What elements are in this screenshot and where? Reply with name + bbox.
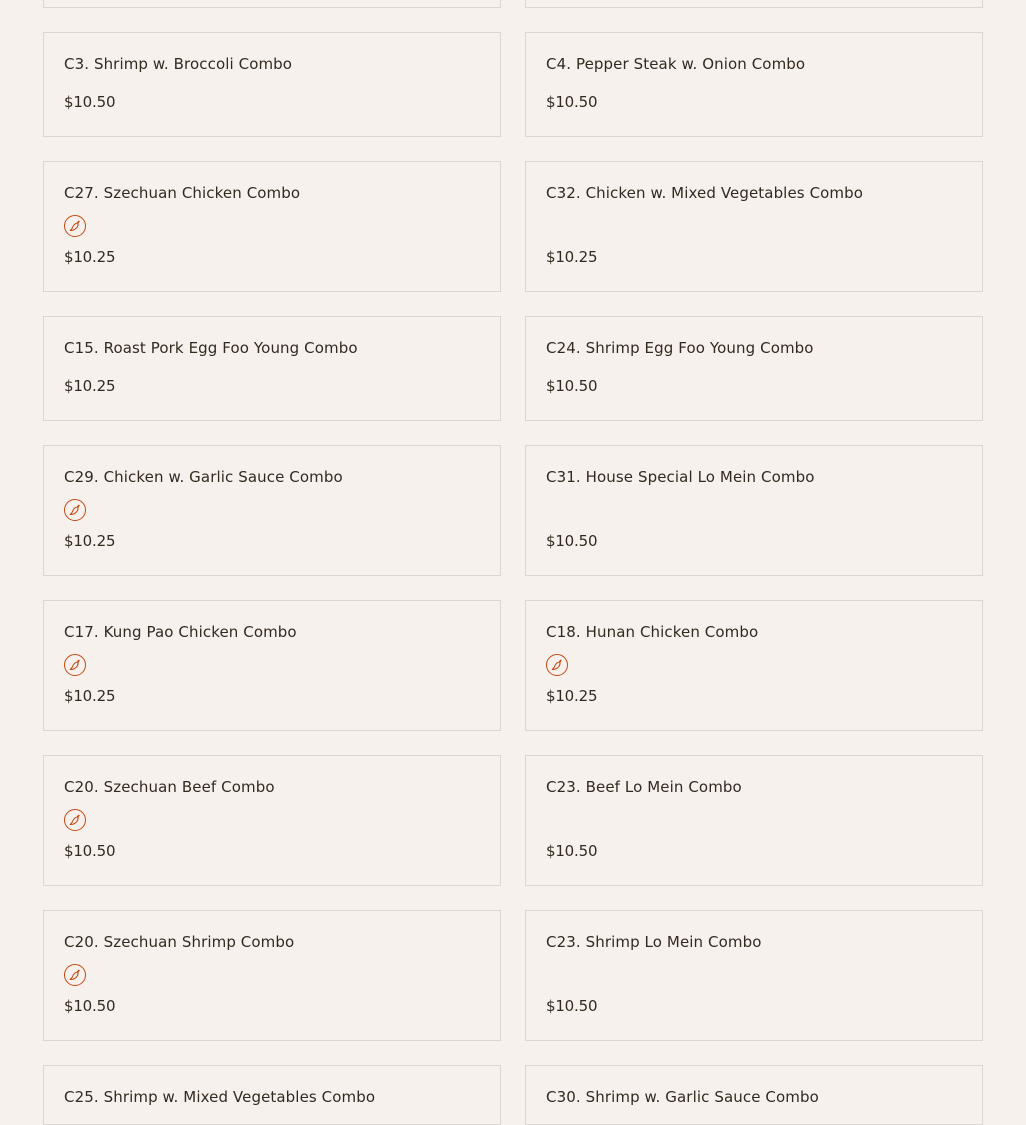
menu-row — [43, 600, 983, 731]
chili-pepper-glyph — [551, 659, 563, 671]
chili-pepper-icon — [64, 499, 86, 521]
menu-item-name: C4. Pepper Steak w. Onion Combo — [546, 55, 806, 73]
menu-row — [43, 1065, 983, 1125]
menu-item-card[interactable] — [43, 0, 501, 8]
menu-item-name: C27. Szechuan Chicken Combo — [64, 184, 301, 202]
menu-item-card[interactable] — [43, 32, 501, 137]
menu-item-card[interactable] — [43, 1065, 501, 1125]
chili-pepper-icon — [64, 215, 86, 237]
menu-row — [43, 910, 983, 1041]
menu-row — [43, 445, 983, 576]
menu-item-price: $10.25 — [64, 687, 116, 705]
menu-item-name: C24. Shrimp Egg Foo Young Combo — [546, 339, 814, 357]
chili-pepper-icon — [64, 964, 86, 986]
menu-item-card[interactable] — [43, 600, 501, 731]
menu-item-name: C17. Kung Pao Chicken Combo — [64, 623, 297, 641]
chili-pepper-glyph — [69, 814, 81, 826]
menu-item-name: C15. Roast Pork Egg Foo Young Combo — [64, 339, 358, 357]
menu-item-card[interactable] — [525, 600, 983, 731]
menu-item-price: $10.50 — [546, 997, 598, 1015]
chili-pepper-icon — [64, 809, 86, 831]
menu-item-card[interactable] — [525, 755, 983, 886]
menu-item-name: C23. Beef Lo Mein Combo — [546, 778, 742, 796]
menu-item-card[interactable] — [525, 161, 983, 292]
menu-item-card[interactable] — [43, 755, 501, 886]
menu-item-price: $10.25 — [546, 687, 598, 705]
menu-row — [43, 32, 983, 137]
menu-item-price: $10.25 — [64, 532, 116, 550]
menu-item-price: $10.50 — [546, 377, 598, 395]
menu-item-card[interactable] — [525, 316, 983, 421]
menu-item-price: $10.25 — [64, 248, 116, 266]
menu-row — [43, 755, 983, 886]
chili-pepper-icon — [64, 654, 86, 676]
menu-item-price: $10.50 — [64, 93, 116, 111]
menu-item-card[interactable] — [525, 32, 983, 137]
menu-item-name: C29. Chicken w. Garlic Sauce Combo — [64, 468, 343, 486]
chili-pepper-icon — [546, 654, 568, 676]
menu-item-name: C20. Szechuan Shrimp Combo — [64, 933, 295, 951]
menu-row — [43, 316, 983, 421]
menu-item-price: $10.50 — [64, 997, 116, 1015]
menu-item-name: C25. Shrimp w. Mixed Vegetables Combo — [64, 1088, 376, 1106]
menu-item-price: $10.50 — [64, 842, 116, 860]
menu-item-name: C20. Szechuan Beef Combo — [64, 778, 275, 796]
menu-item-card[interactable] — [525, 1065, 983, 1125]
menu-row — [43, 161, 983, 292]
menu-item-card[interactable] — [43, 316, 501, 421]
chili-pepper-glyph — [69, 659, 81, 671]
menu-item-price: $10.25 — [64, 377, 116, 395]
menu-item-name: C23. Shrimp Lo Mein Combo — [546, 933, 762, 951]
menu-item-card[interactable] — [43, 910, 501, 1041]
menu-item-price: $10.50 — [546, 93, 598, 111]
menu-item-card[interactable] — [43, 161, 501, 292]
menu-item-card[interactable] — [525, 910, 983, 1041]
menu-item-card[interactable] — [525, 445, 983, 576]
chili-pepper-glyph — [69, 504, 81, 516]
menu-row — [43, 0, 983, 8]
menu-item-price: $10.50 — [546, 842, 598, 860]
menu-item-name: C32. Chicken w. Mixed Vegetables Combo — [546, 184, 864, 202]
chili-pepper-glyph — [69, 220, 81, 232]
menu-item-price: $10.25 — [546, 248, 598, 266]
menu-item-card[interactable] — [43, 445, 501, 576]
menu-item-name: C18. Hunan Chicken Combo — [546, 623, 759, 641]
menu-item-name: C31. House Special Lo Mein Combo — [546, 468, 815, 486]
chili-pepper-glyph — [69, 969, 81, 981]
menu-item-price: $10.50 — [546, 532, 598, 550]
menu-item-card[interactable] — [525, 0, 983, 8]
menu-item-name: C3. Shrimp w. Broccoli Combo — [64, 55, 293, 73]
menu-item-name: C30. Shrimp w. Garlic Sauce Combo — [546, 1088, 819, 1106]
